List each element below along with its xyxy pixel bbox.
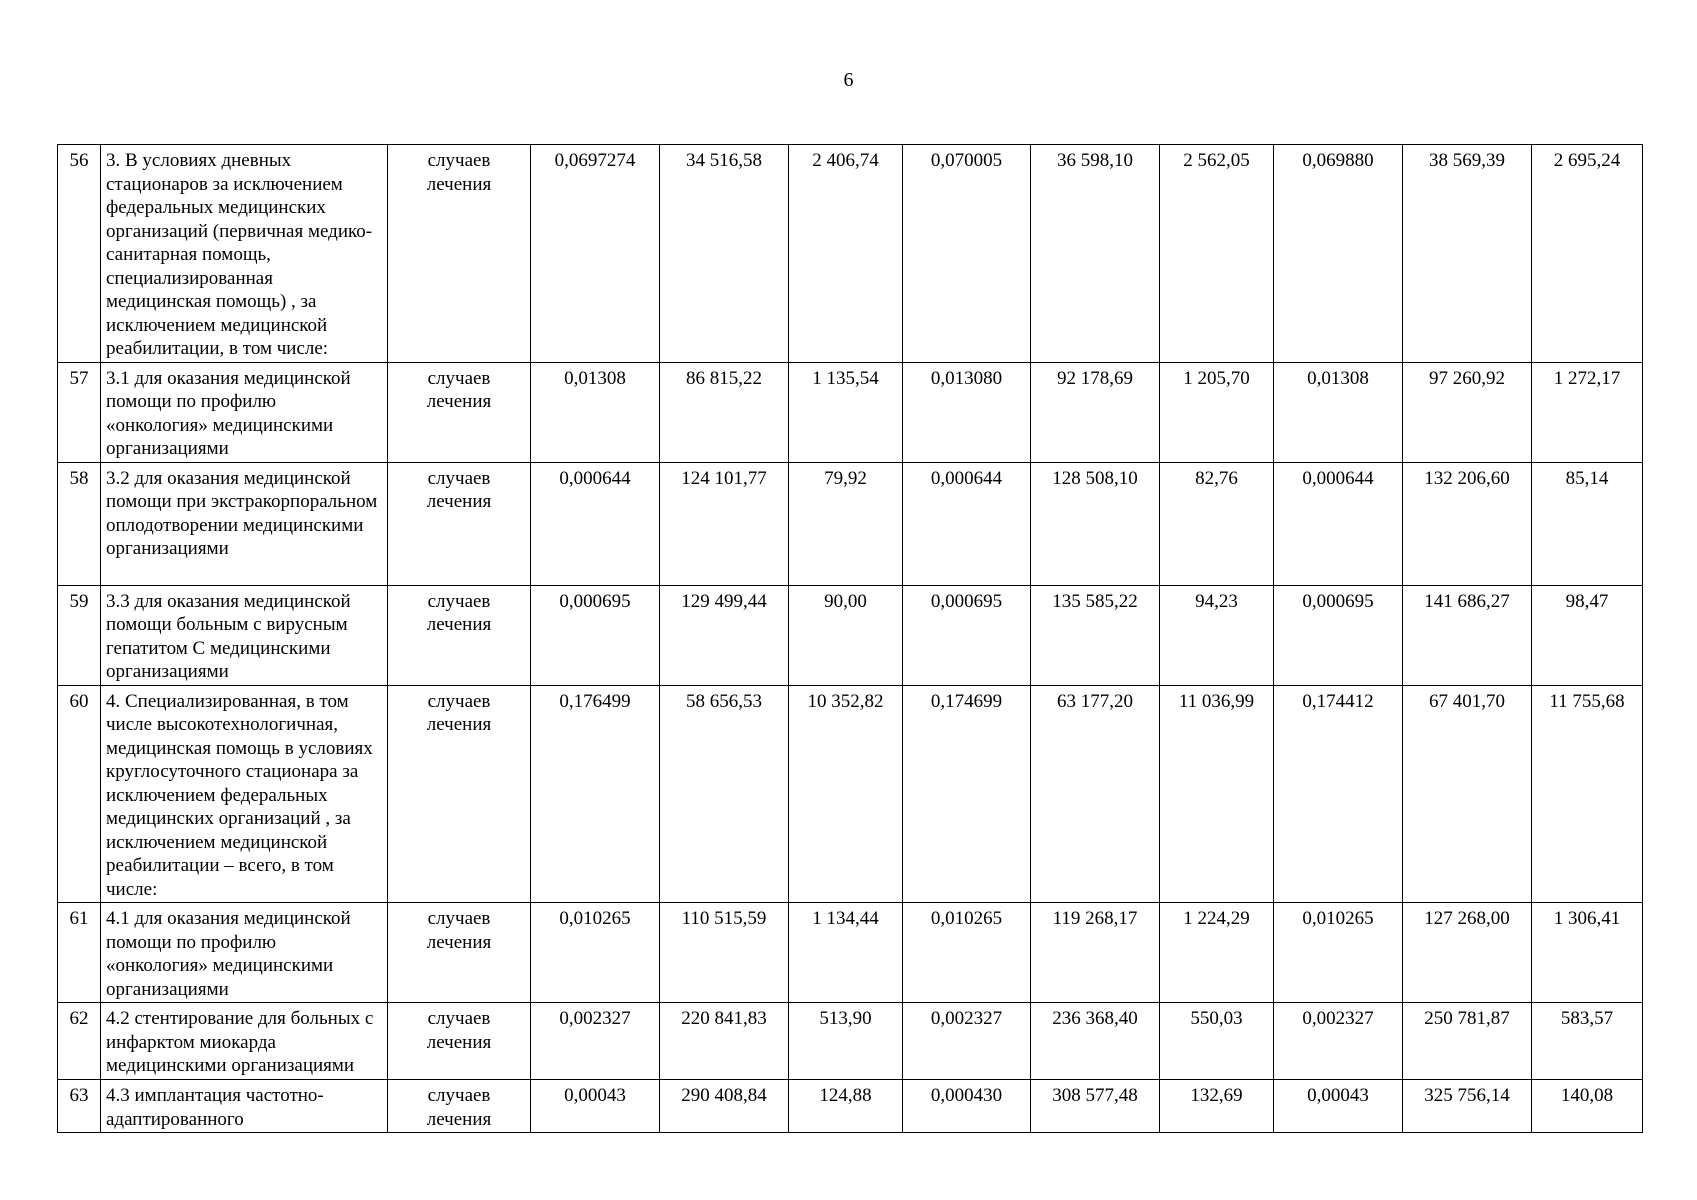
value-total-3: 98,47: [1532, 585, 1643, 685]
table-row: [58, 685, 1643, 903]
value-total-2: 1 224,29: [1160, 903, 1274, 1003]
row-unit: случаев лечения: [388, 685, 531, 903]
value-total-3: 140,08: [1532, 1080, 1643, 1133]
row-unit: случаев лечения: [388, 585, 531, 685]
value-cost-3: 132 206,60: [1403, 462, 1532, 585]
value-rate-2: 0,000430: [903, 1080, 1031, 1133]
value-total-2: 2 562,05: [1160, 145, 1274, 363]
row-name: 4. Специализированная, в том числе высокотехнологичная, медицинская помощь в условиях круглосуточного стационара за исключением федеральных медицинских организаций , за исключением медицинской реабилитации – всего, в том числе:: [101, 685, 388, 903]
value-total-3: 583,57: [1532, 1003, 1643, 1080]
value-rate-3: 0,002327: [1274, 1003, 1403, 1080]
value-cost-1: 129 499,44: [660, 585, 789, 685]
row-number: 56: [58, 145, 101, 363]
value-cost-2: 63 177,20: [1031, 685, 1160, 903]
value-total-2: 132,69: [1160, 1080, 1274, 1133]
value-rate-1: 0,0697274: [531, 145, 660, 363]
row-unit: случаев лечения: [388, 462, 531, 585]
table-row: [58, 585, 1643, 685]
row-name: 3. В условиях дневных стационаров за исключением федеральных медицинских организаций (первичная медико-санитарная помощь, специализированная медицинская помощь) , за исключением медицинской реабилитации, в том числе:: [101, 145, 388, 363]
data-table: [57, 144, 1643, 1133]
value-rate-2: 0,013080: [903, 362, 1031, 462]
value-total-1: 2 406,74: [789, 145, 903, 363]
row-unit: случаев лечения: [388, 362, 531, 462]
row-name: 4.2 стентирование для больных с инфарктом миокарда медицинскими организациями: [101, 1003, 388, 1080]
value-rate-1: 0,176499: [531, 685, 660, 903]
value-rate-1: 0,000695: [531, 585, 660, 685]
value-rate-2: 0,174699: [903, 685, 1031, 903]
value-total-3: 11 755,68: [1532, 685, 1643, 903]
value-cost-2: 236 368,40: [1031, 1003, 1160, 1080]
value-cost-2: 128 508,10: [1031, 462, 1160, 585]
row-name: 3.2 для оказания медицинской помощи при экстракорпоральном оплодотворении медицинскими организациями: [101, 462, 388, 585]
page-number: 6: [843, 69, 854, 91]
value-cost-3: 141 686,27: [1403, 585, 1532, 685]
value-total-1: 90,00: [789, 585, 903, 685]
table-row: [58, 145, 1643, 363]
row-number: 60: [58, 685, 101, 903]
value-total-2: 550,03: [1160, 1003, 1274, 1080]
value-cost-3: 127 268,00: [1403, 903, 1532, 1003]
value-cost-3: 38 569,39: [1403, 145, 1532, 363]
value-total-1: 1 134,44: [789, 903, 903, 1003]
value-rate-3: 0,00043: [1274, 1080, 1403, 1133]
value-total-1: 10 352,82: [789, 685, 903, 903]
value-rate-1: 0,01308: [531, 362, 660, 462]
row-number: 58: [58, 462, 101, 585]
row-unit: случаев лечения: [388, 903, 531, 1003]
table-row: [58, 903, 1643, 1003]
value-cost-2: 92 178,69: [1031, 362, 1160, 462]
row-name: 4.3 имплантация частотно-адаптированного: [101, 1080, 388, 1133]
row-name: 3.3 для оказания медицинской помощи больным с вирусным гепатитом С медицинскими организациями: [101, 585, 388, 685]
value-rate-2: 0,000644: [903, 462, 1031, 585]
value-rate-1: 0,00043: [531, 1080, 660, 1133]
value-rate-1: 0,002327: [531, 1003, 660, 1080]
row-number: 63: [58, 1080, 101, 1133]
value-total-3: 1 306,41: [1532, 903, 1643, 1003]
value-cost-1: 34 516,58: [660, 145, 789, 363]
row-number: 62: [58, 1003, 101, 1080]
value-total-3: 85,14: [1532, 462, 1643, 585]
value-total-1: 79,92: [789, 462, 903, 585]
value-cost-3: 67 401,70: [1403, 685, 1532, 903]
row-unit: случаев лечения: [388, 1003, 531, 1080]
value-total-2: 82,76: [1160, 462, 1274, 585]
value-cost-1: 110 515,59: [660, 903, 789, 1003]
value-total-1: 1 135,54: [789, 362, 903, 462]
value-rate-3: 0,069880: [1274, 145, 1403, 363]
value-total-2: 94,23: [1160, 585, 1274, 685]
value-cost-2: 119 268,17: [1031, 903, 1160, 1003]
row-unit: случаев лечения: [388, 1080, 531, 1133]
value-cost-1: 124 101,77: [660, 462, 789, 585]
table-row: [58, 1080, 1643, 1133]
value-cost-3: 250 781,87: [1403, 1003, 1532, 1080]
value-cost-2: 135 585,22: [1031, 585, 1160, 685]
row-name: 4.1 для оказания медицинской помощи по профилю «онкология» медицинскими организациями: [101, 903, 388, 1003]
value-cost-1: 86 815,22: [660, 362, 789, 462]
table-body: [58, 145, 1643, 1133]
row-number: 59: [58, 585, 101, 685]
value-rate-3: 0,000695: [1274, 585, 1403, 685]
row-number: 61: [58, 903, 101, 1003]
value-rate-3: 0,010265: [1274, 903, 1403, 1003]
row-unit: случаев лечения: [388, 145, 531, 363]
value-total-1: 124,88: [789, 1080, 903, 1133]
table-row: [58, 1003, 1643, 1080]
row-name: 3.1 для оказания медицинской помощи по профилю «онкология» медицинскими организациями: [101, 362, 388, 462]
value-cost-2: 36 598,10: [1031, 145, 1160, 363]
value-rate-3: 0,01308: [1274, 362, 1403, 462]
value-total-1: 513,90: [789, 1003, 903, 1080]
value-rate-1: 0,010265: [531, 903, 660, 1003]
value-total-2: 1 205,70: [1160, 362, 1274, 462]
value-cost-3: 325 756,14: [1403, 1080, 1532, 1133]
row-number: 57: [58, 362, 101, 462]
value-total-3: 2 695,24: [1532, 145, 1643, 363]
value-rate-2: 0,070005: [903, 145, 1031, 363]
value-cost-1: 58 656,53: [660, 685, 789, 903]
value-rate-2: 0,000695: [903, 585, 1031, 685]
table-row: [58, 362, 1643, 462]
value-rate-2: 0,010265: [903, 903, 1031, 1003]
value-cost-1: 290 408,84: [660, 1080, 789, 1133]
value-rate-3: 0,000644: [1274, 462, 1403, 585]
value-total-2: 11 036,99: [1160, 685, 1274, 903]
value-cost-1: 220 841,83: [660, 1003, 789, 1080]
value-cost-2: 308 577,48: [1031, 1080, 1160, 1133]
value-total-3: 1 272,17: [1532, 362, 1643, 462]
value-cost-3: 97 260,92: [1403, 362, 1532, 462]
value-rate-2: 0,002327: [903, 1003, 1031, 1080]
table-row: [58, 462, 1643, 585]
value-rate-1: 0,000644: [531, 462, 660, 585]
value-rate-3: 0,174412: [1274, 685, 1403, 903]
